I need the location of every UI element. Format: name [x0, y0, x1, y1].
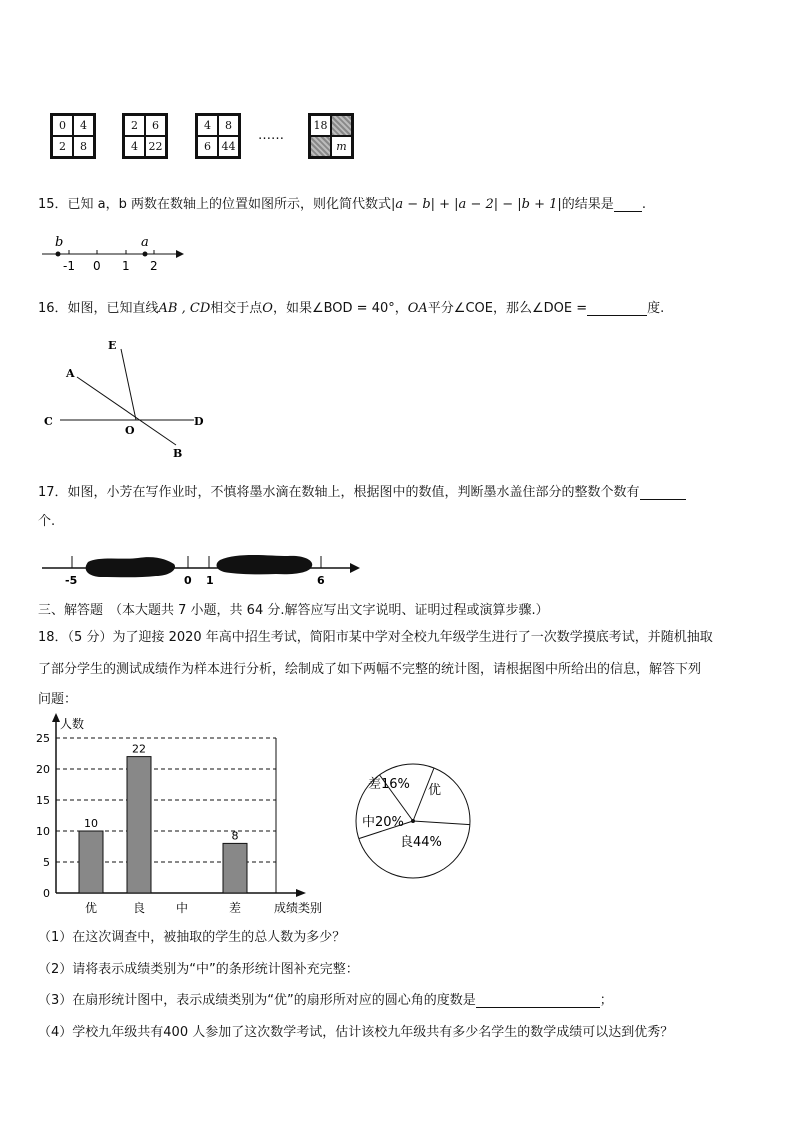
cell: 4 — [197, 115, 218, 136]
pie-slice-label: 良44% — [400, 835, 442, 850]
q15-text — [38, 193, 646, 212]
pie-slice-label: 优 — [428, 783, 442, 798]
y-tick-label: 5 — [43, 856, 50, 869]
section3-title: 三、解答题 — [38, 603, 104, 618]
x-axis-label: 成绩类别 — [274, 901, 323, 915]
data-label: 8 — [231, 829, 239, 843]
y-tick-label: 15 — [36, 794, 50, 807]
cell-shaded — [331, 115, 352, 136]
tick-label: 1 — [206, 574, 214, 587]
cell: 4 — [73, 115, 94, 136]
cell: 2 — [124, 115, 145, 136]
cell: 0 — [52, 115, 73, 136]
q18-sub3-blank[interactable] — [476, 1007, 600, 1008]
label-C: C — [44, 415, 53, 428]
q16-lines: AB , CD — [158, 301, 211, 316]
section3-note: （本大题共 7 小题，共 64 分.解答应写出文字说明、证明过程或演算步骤.） — [109, 603, 549, 618]
label-D: D — [194, 415, 204, 428]
tick-label: -1 — [63, 259, 75, 272]
label-O: O — [125, 424, 135, 437]
q15-after: 的结果是 — [561, 197, 614, 212]
q16-end: 度. — [647, 301, 665, 316]
point-b — [56, 252, 61, 257]
cell: 8 — [218, 115, 239, 136]
tick-label: 2 — [150, 259, 158, 272]
q15-before: 15．已知 a，b 两数在数轴上的位置如图所示，则化简代数式 — [38, 197, 392, 212]
data-label: 22 — [132, 742, 146, 756]
x-tick-label: 良 — [132, 901, 146, 915]
y-axis-arrow — [52, 713, 60, 722]
cell: m — [331, 136, 352, 157]
pattern-box-last — [308, 113, 354, 159]
q16-mid3: 平分∠COE，那么∠DOE = — [427, 301, 588, 316]
q15-blank[interactable] — [614, 211, 642, 212]
tick-label: 6 — [317, 574, 325, 587]
cell: 6 — [145, 115, 166, 136]
q16-mid1: 相交于点 — [210, 301, 263, 316]
bar — [79, 831, 103, 893]
tick-label: 0 — [93, 259, 101, 272]
x-tick-label: 优 — [84, 901, 98, 915]
label-B: B — [173, 447, 183, 460]
pie-slice-label: 中20% — [362, 815, 404, 830]
bar — [223, 843, 247, 893]
x-tick-label: 中 — [175, 901, 189, 915]
q15-end: . — [641, 197, 646, 212]
x-tick-label: 差 — [228, 901, 242, 915]
pie-center — [411, 819, 415, 823]
section3-heading — [38, 599, 549, 618]
q16-point: O — [262, 301, 273, 316]
ink-blot-2 — [217, 555, 313, 574]
pie-slice-label: 差16% — [368, 777, 410, 792]
cell: 8 — [73, 136, 94, 157]
cell: 2 — [52, 136, 73, 157]
label-E: E — [108, 339, 117, 352]
tick-label: 1 — [122, 259, 130, 272]
q16-mid2: ，如果∠BOD = 40°， — [272, 301, 408, 316]
q17-line1 — [38, 481, 686, 500]
pattern-box-2 — [122, 113, 168, 159]
point-a — [143, 252, 148, 257]
bar-chart — [30, 712, 330, 918]
q15-expr: |a − b| + |a − 2| − |b + 1| — [391, 197, 562, 212]
tick-label: -5 — [65, 574, 78, 587]
q17-blank[interactable] — [640, 499, 686, 500]
cell: 4 — [124, 136, 145, 157]
cell: 44 — [218, 136, 239, 157]
pattern-ellipsis: …… — [258, 128, 284, 143]
q18-sub3-end: ； — [599, 993, 613, 1008]
y-tick-label: 25 — [36, 732, 50, 745]
data-label: 10 — [84, 817, 98, 830]
q16-blank[interactable] — [587, 315, 647, 316]
q18-line2: 了部分学生的测试成绩作为样本进行分析，绘制成了如下两幅不完整的统计图，请根据图中所给出的信息，解答下列 — [38, 662, 702, 677]
q18-line3: 问题： — [38, 692, 78, 707]
q18-sub3-text: （3）在扇形统计图中，表示成绩类别为“优”的扇形所对应的圆心角的度数是 — [38, 993, 476, 1008]
y-tick-label: 0 — [43, 887, 50, 900]
q17-numberline — [38, 550, 368, 590]
y-tick-label: 20 — [36, 763, 50, 776]
pie-chart — [350, 758, 480, 888]
q15-numberline — [38, 230, 188, 272]
cell-shaded — [310, 136, 331, 157]
label-b: b — [55, 235, 64, 250]
q18-line1: 18．（5 分）为了迎接 2020 年高中招生考试，简阳市某中学对全校九年级学生进行了一次数学摸底考试，并随机抽取 — [38, 630, 713, 645]
q16-text — [38, 297, 664, 316]
label-a: a — [141, 235, 149, 250]
cell: 18 — [310, 115, 331, 136]
cell: 6 — [197, 136, 218, 157]
q16-figure — [38, 335, 218, 465]
ink-blot-1 — [86, 557, 175, 577]
cell: 22 — [145, 136, 166, 157]
y-tick-label: 10 — [36, 825, 50, 838]
y-axis-label: 人数 — [60, 717, 85, 731]
tick-label: 0 — [184, 574, 192, 587]
q18-sub4: （4）学校九年级共有400 人参加了这次数学考试，估计该校九年级共有多少名学生的数学成绩可以达到优秀？ — [38, 1025, 674, 1040]
q17-line2: 个. — [38, 514, 56, 529]
label-A: A — [66, 367, 75, 380]
q16-before: 16．如图，已知直线 — [38, 301, 159, 316]
pattern-box-1 — [50, 113, 96, 159]
q18-sub1: （1）在这次调查中，被抽取的学生的总人数为多少？ — [38, 930, 346, 945]
q18-sub3 — [38, 989, 613, 1008]
q18-sub2: （2）请将表示成绩类别为“中”的条形统计图补充完整： — [38, 962, 359, 977]
q16-oa: OA — [407, 301, 428, 316]
bar — [127, 757, 151, 893]
x-axis-arrow — [296, 889, 306, 897]
pattern-box-3 — [195, 113, 241, 159]
q17-text: 17．如图，小芳在写作业时，不慎将墨水滴在数轴上，根据图中的数值，判断墨水盖住部分的整数个数有 — [38, 485, 640, 500]
